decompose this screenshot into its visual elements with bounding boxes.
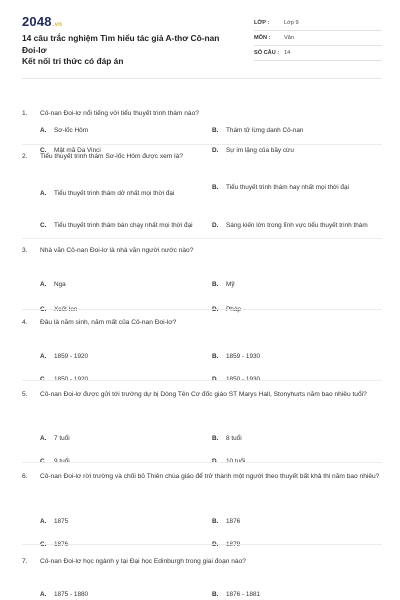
option-text: 1876 <box>226 518 241 525</box>
question-stem: Cô-nan Đoi-lơ được gửi tới trường dự bị Dòng Tên Cơ đốc giáo ST Marys Hall, Stonyhurts năm bao nhiêu tuổi? <box>40 391 367 398</box>
question-number: 1. <box>22 110 28 117</box>
option-text: Sơ-lốc Hôm <box>54 127 89 134</box>
logo-main: 2048 <box>22 14 52 29</box>
option-d[interactable] <box>212 305 387 315</box>
option-text: 1859 - 1930 <box>226 353 261 360</box>
question-6 <box>22 472 382 529</box>
question-text <box>22 390 382 400</box>
question-divider <box>22 380 382 381</box>
page-title <box>22 33 237 68</box>
option-b[interactable] <box>212 590 387 600</box>
option-a[interactable] <box>40 517 215 527</box>
question-number: 5. <box>22 391 28 398</box>
document-header <box>22 14 382 74</box>
option-letter: A. <box>40 190 47 197</box>
question-stem: Nhà văn Cô-nan Đoi-lơ là nhà văn người nước nào? <box>40 247 194 254</box>
option-letter <box>40 305 54 315</box>
option-letter: D. <box>212 222 219 229</box>
option-text: Thám tử lừng danh Cô-nan <box>226 127 304 134</box>
option-a[interactable] <box>40 590 215 600</box>
option-list <box>22 335 382 375</box>
option-letter <box>212 540 226 550</box>
question-number: 7. <box>22 558 28 565</box>
option-text: Mỹ <box>226 281 235 288</box>
option-c[interactable] <box>40 540 215 550</box>
question-text <box>22 318 382 328</box>
question-text <box>22 109 382 119</box>
option-list <box>22 263 382 303</box>
question-divider <box>22 462 382 463</box>
option-letter: C. <box>40 222 47 229</box>
question-stem: Đâu là năm sinh, năm mất của Cô-nan Đoi-lơ? <box>40 319 177 326</box>
option-b[interactable] <box>212 126 387 136</box>
question-divider <box>22 544 382 545</box>
meta-value: 14 <box>284 50 291 56</box>
question-text <box>22 152 382 162</box>
option-letter: B. <box>212 127 219 134</box>
question-divider <box>22 309 382 310</box>
option-text <box>54 540 215 550</box>
option-d[interactable] <box>212 221 387 231</box>
option-list <box>22 407 382 447</box>
option-text: Tiểu thuyết trinh thám dở nhất mọi thời đại <box>54 190 175 197</box>
question-stem: Tiểu thuyết trinh thám Sơ-lốc Hôm được xem là? <box>40 153 183 160</box>
option-letter <box>40 540 54 550</box>
option-letter: B. <box>212 518 219 525</box>
option-b[interactable] <box>212 434 387 444</box>
option-b[interactable] <box>212 280 387 290</box>
option-text: Nga <box>54 281 66 288</box>
option-letter: A. <box>40 353 47 360</box>
logo-suffix: .vn <box>52 22 63 28</box>
option-text: 1859 - 1920 <box>54 353 89 360</box>
meta-row-subject <box>254 31 382 46</box>
question-text <box>22 472 382 482</box>
option-c[interactable] <box>40 221 215 231</box>
question-stem: Cô-nan Đoi-lơ rời trường và chối bỏ Thiên chúa giáo để trở thành một người theo thuyết bất khả thi năm bao nhiêu? <box>40 473 380 480</box>
question-text <box>22 557 382 567</box>
option-text <box>226 305 387 315</box>
question-stem: Cô-nan Đoi-lơ học ngành y tại Đại học Edinburgh trong giai đoạn nào? <box>40 558 246 565</box>
question-5 <box>22 390 382 447</box>
option-b[interactable] <box>212 352 387 362</box>
meta-label: MÔN : <box>254 35 271 41</box>
question-number: 6. <box>22 473 28 480</box>
option-letter: B. <box>212 353 219 360</box>
question-7 <box>22 557 382 598</box>
option-letter <box>212 305 226 315</box>
option-text: 8 tuổi <box>226 435 242 442</box>
option-letter: A. <box>40 518 47 525</box>
question-number: 2. <box>22 153 28 160</box>
option-letter: A. <box>40 591 47 598</box>
option-a[interactable] <box>40 352 215 362</box>
option-text <box>226 540 387 550</box>
question-number: 4. <box>22 319 28 326</box>
option-a[interactable] <box>40 434 215 444</box>
option-list <box>22 169 382 233</box>
option-text: Sự im lặng của bầy cừu <box>226 147 294 154</box>
option-d[interactable] <box>212 540 387 550</box>
option-letter: A. <box>40 435 47 442</box>
question-4 <box>22 318 382 375</box>
option-letter: D. <box>212 147 219 154</box>
option-b[interactable] <box>212 183 387 193</box>
meta-row-class <box>254 16 382 31</box>
option-text: Mật mã Da Vinci <box>54 147 101 154</box>
option-letter: C. <box>40 147 47 154</box>
option-letter: B. <box>212 591 219 598</box>
question-2 <box>22 152 382 233</box>
question-stem: Cô-nan Đoi-lơ nổi tiếng với tiểu thuyết trinh thám nào? <box>40 110 199 117</box>
question-divider <box>22 238 382 239</box>
option-text: 1875 <box>54 518 69 525</box>
option-letter: A. <box>40 281 47 288</box>
question-number: 3. <box>22 247 28 254</box>
option-letter: B. <box>212 281 219 288</box>
page-title-line-2: Kết nối tri thức có đáp án <box>22 56 124 66</box>
option-text: Tiểu thuyết trinh thám hay nhất mọi thời đại <box>226 184 349 191</box>
header-divider <box>22 78 382 79</box>
option-b[interactable] <box>212 517 387 527</box>
question-text <box>22 246 382 256</box>
option-list <box>22 574 382 598</box>
meta-value: Lớp 9 <box>284 20 299 26</box>
option-list <box>22 489 382 529</box>
option-c[interactable] <box>40 305 215 315</box>
site-logo[interactable] <box>22 14 62 29</box>
option-letter: B. <box>212 435 219 442</box>
option-text <box>54 305 215 315</box>
option-text: Sáng kiến lớn trong lĩnh vực tiểu thuyết trinh thám <box>226 222 368 229</box>
option-text: 1875 - 1880 <box>54 591 89 598</box>
option-text: 7 tuổi <box>54 435 70 442</box>
option-a[interactable] <box>40 189 215 199</box>
meta-value: Văn <box>284 35 294 41</box>
meta-row-count <box>254 46 382 61</box>
meta-label: LỚP : <box>254 20 270 26</box>
option-text: Tiểu thuyết trinh thám bán chạy nhất mọi thời đại <box>54 222 193 229</box>
meta-info <box>254 16 382 61</box>
option-text: 1876 - 1881 <box>226 591 261 598</box>
option-letter: B. <box>212 184 219 191</box>
page-title-line-1: 14 câu trắc nghiệm Tìm hiểu tác giả A-thơ Cô-nan Đoi-lơ <box>22 33 220 55</box>
question-divider <box>22 144 382 145</box>
question-3 <box>22 246 382 303</box>
option-letter: A. <box>40 127 47 134</box>
option-a[interactable] <box>40 280 215 290</box>
meta-label: SỐ CÂU : <box>254 50 280 56</box>
option-a[interactable] <box>40 126 215 136</box>
